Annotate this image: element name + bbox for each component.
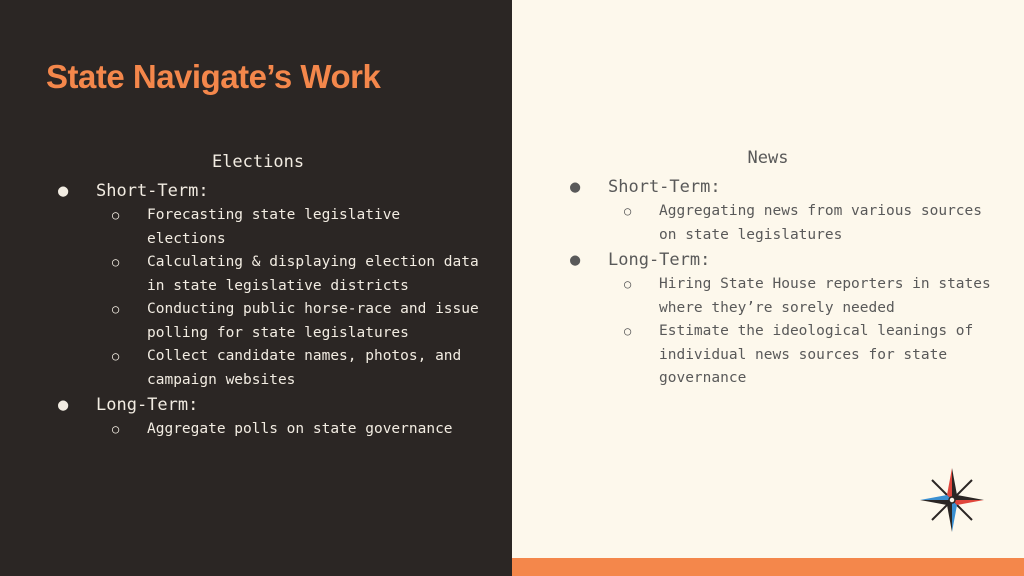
- list-item: [608, 320, 999, 391]
- list-item: [608, 273, 999, 320]
- circle-bullet-icon: ○: [112, 255, 120, 269]
- sub-list: [96, 418, 487, 442]
- list-item: [96, 204, 487, 251]
- bullet-icon: ●: [58, 395, 69, 415]
- group-label: Long-Term:: [608, 250, 711, 270]
- bottom-accent-bar: [512, 558, 1024, 576]
- news-heading: News: [747, 148, 789, 168]
- sub-list: [608, 273, 999, 391]
- elections-list: [0, 178, 487, 442]
- list-item-text: Aggregating news from various sources on state legislatures: [659, 203, 983, 243]
- list-item-text: Conducting public horse-race and issue polling for state legislatures: [147, 301, 479, 341]
- sub-list: [608, 200, 999, 247]
- group-label: Short-Term:: [96, 181, 209, 201]
- circle-bullet-icon: ○: [624, 204, 632, 218]
- circle-bullet-icon: ○: [624, 277, 632, 291]
- news-group-short-term: [512, 174, 999, 247]
- bullet-icon: ●: [570, 177, 581, 197]
- elections-heading: Elections: [211, 152, 305, 172]
- news-group-long-term: [512, 247, 999, 391]
- elections-group-long-term: [0, 392, 487, 442]
- list-item: [96, 345, 487, 392]
- news-list: [512, 174, 999, 391]
- circle-bullet-icon: ○: [112, 422, 120, 436]
- circle-bullet-icon: ○: [112, 302, 120, 316]
- list-item: [96, 251, 487, 298]
- list-item-text: Aggregate polls on state governance: [147, 421, 453, 437]
- list-item-text: Calculating & displaying election data in state legislative districts: [147, 254, 479, 294]
- elections-group-short-term: [0, 178, 487, 392]
- circle-bullet-icon: ○: [112, 208, 120, 222]
- list-item-text: Estimate the ideological leanings of individual news sources for state governance: [659, 323, 974, 386]
- circle-bullet-icon: ○: [112, 349, 120, 363]
- sub-list: [96, 204, 487, 392]
- bullet-icon: ●: [58, 181, 69, 201]
- bullet-icon: ●: [570, 250, 581, 270]
- group-label: Short-Term:: [608, 177, 721, 197]
- list-item-text: Collect candidate names, photos, and campaign websites: [147, 348, 462, 388]
- circle-bullet-icon: ○: [624, 324, 632, 338]
- group-label: Long-Term:: [96, 395, 199, 415]
- slide-title: State Navigate’s Work: [46, 58, 381, 95]
- list-item: [96, 418, 487, 442]
- list-item-text: Forecasting state legislative elections: [147, 207, 401, 247]
- list-item: [96, 298, 487, 345]
- list-item: [608, 200, 999, 247]
- list-item-text: Hiring State House reporters in states where they’re sorely needed: [659, 276, 991, 316]
- compass-rose-icon: [918, 466, 986, 534]
